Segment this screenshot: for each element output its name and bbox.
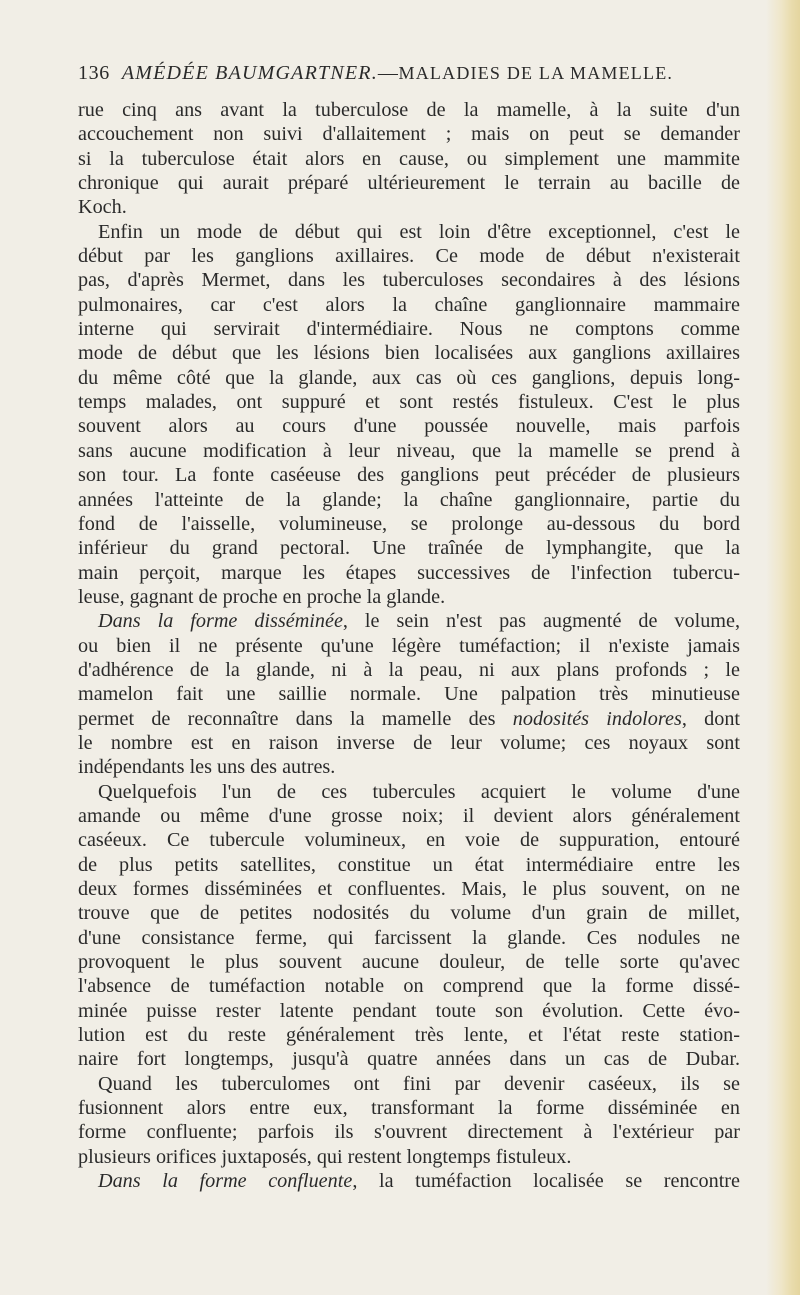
header-separator: —: [377, 62, 399, 84]
text-line: [78, 512, 740, 536]
text-line: [78, 439, 740, 463]
text-line: [78, 244, 740, 268]
text-span: deux formes disséminées et confluentes. Mais, le plus souvent, on ne: [78, 878, 740, 900]
text-line: [78, 488, 740, 512]
text-line: [78, 755, 740, 779]
text-span: pulmonaires, car c'est alors la chaîne ganglionnaire mammaire: [78, 293, 740, 316]
text-span: Koch.: [78, 196, 127, 219]
text-line: [78, 390, 740, 414]
text-span: accouchement non suivi d'allaitement ; mais on peut se demander: [78, 123, 740, 146]
text-span: temps malades, ont suppuré et sont restés fistuleux. C'est le plus: [78, 391, 740, 414]
text-line: [78, 658, 740, 682]
text-span: l'absence de tuméfaction notable on comprend que la forme dissé-: [78, 975, 740, 998]
text-span: son tour. La fonte caséeuse des ganglions peut précéder de plusieurs: [78, 464, 740, 487]
text-line: [78, 974, 740, 998]
text-line: [78, 999, 740, 1023]
text-line: [78, 585, 740, 609]
text-span: plusieurs orifices juxtaposés, qui restent longtemps fistuleux.: [78, 1145, 572, 1168]
text-span: souvent alors au cours d'une poussée nouvelle, mais parfois: [78, 415, 740, 438]
italic-text-span: Dans la forme disséminée: [98, 610, 343, 633]
text-span: forme confluente; parfois ils s'ouvrent directement à l'extérieur par: [78, 1121, 740, 1144]
text-line: [78, 341, 740, 365]
text-line: [78, 926, 740, 950]
text-line: [78, 828, 740, 852]
text-span: , dont: [681, 707, 741, 730]
text-span: rue cinq ans avant la tuberculose de la mamelle, à la suite d'un: [78, 99, 740, 121]
text-span: naire fort longtemps, jusqu'à quatre années dans un cas de Dubar.: [78, 1048, 740, 1071]
header-author: AMÉDÉE BAUMGARTNER.: [121, 62, 378, 84]
text-line: [78, 293, 740, 317]
text-line: [78, 1096, 740, 1120]
text-line: [78, 634, 740, 658]
text-span: sans aucune modification à leur niveau, que la mamelle se prend à: [78, 439, 740, 462]
text-span: le nombre est en raison inverse de leur volume; ces noyaux sont: [78, 731, 740, 754]
text-line: [78, 901, 740, 925]
text-span: de plus petits satellites, constitue un état intermédiaire entre les: [78, 853, 740, 876]
text-line: [78, 707, 740, 731]
text-span: , le sein n'est pas augmenté de volume,: [342, 610, 741, 633]
text-line: [78, 1145, 740, 1169]
text-line: [78, 804, 740, 828]
text-line: [78, 98, 740, 122]
text-span: interne qui servirait d'intermédiaire. Nous ne comptons comme: [78, 318, 740, 341]
text-line: [78, 682, 740, 706]
italic-text-span: nodosités indolores: [512, 707, 682, 730]
text-line: [78, 122, 740, 146]
text-line: [78, 220, 740, 244]
italic-text-span: Dans la forme confluente: [98, 1170, 353, 1193]
text-line: [78, 414, 740, 438]
header-title: MALADIES DE LA MAMELLE.: [398, 63, 674, 83]
text-span: Quand les tuberculomes ont fini par devenir caséeux, ils se: [98, 1072, 740, 1095]
text-span: Quelquefois l'un de ces tubercules acquiert le volume d'une: [98, 780, 740, 803]
text-span: chronique qui aurait préparé ultérieurement le terrain au bacille de: [78, 172, 740, 195]
text-line: [78, 268, 740, 292]
text-line: [78, 1169, 740, 1193]
text-span: minée puisse rester latente pendant toute son évolution. Cette évo-: [78, 999, 740, 1022]
text-span: fusionnent alors entre eux, transformant la forme disséminée en: [78, 1097, 740, 1120]
text-span: permet de reconnaître dans la mamelle des: [78, 707, 513, 730]
text-span: lution est du reste généralement très lente, et l'état reste station-: [78, 1024, 740, 1047]
text-span: trouve que de petites nodosités du volume d'un grain de millet,: [78, 902, 740, 925]
text-span: d'une consistance ferme, qui farcissent la glande. Ces nodules ne: [78, 926, 740, 949]
text-line: [78, 877, 740, 901]
text-span: années l'atteinte de la glande; la chaîne ganglionnaire, partie du: [78, 488, 740, 511]
text-span: si la tuberculose était alors en cause, ou simplement une mammite: [78, 147, 740, 170]
text-line: [78, 195, 740, 219]
text-span: , la tuméfaction localisée se rencontre: [352, 1170, 740, 1193]
page-number: 136: [78, 62, 110, 84]
text-span: du même côté que la glande, aux cas où ces ganglions, depuis long-: [78, 366, 740, 389]
text-line: [78, 950, 740, 974]
text-line: [78, 780, 740, 804]
text-line: [78, 171, 740, 195]
text-span: mode de début que les lésions bien localisées aux ganglions axillaires: [78, 342, 740, 365]
body-text: [78, 98, 740, 1193]
text-span: amande ou même d'une grosse noix; il devient alors généralement: [78, 804, 740, 827]
text-span: caséeux. Ce tubercule volumineux, en voie de suppuration, entouré: [78, 829, 740, 852]
text-span: provoquent le plus souvent aucune douleur, de telle sorte qu'avec: [78, 951, 740, 974]
text-line: [78, 1047, 740, 1071]
text-line: [78, 609, 740, 633]
text-line: [78, 463, 740, 487]
text-span: mamelon fait une saillie normale. Une palpation très minutieuse: [78, 683, 740, 706]
text-line: [78, 147, 740, 171]
text-line: [78, 853, 740, 877]
text-span: d'adhérence de la glande, ni à la peau, ni aux plans profonds ; le: [78, 658, 740, 681]
text-line: [78, 536, 740, 560]
text-span: inférieur du grand pectoral. Une traînée de lymphangite, que la: [78, 537, 740, 560]
text-span: fond de l'aisselle, volumineuse, se prolonge au-dessous du bord: [78, 512, 740, 535]
text-line: [78, 1120, 740, 1144]
page-edge-shading: [766, 0, 800, 1295]
text-line: [78, 1023, 740, 1047]
text-span: main perçoit, marque les étapes successives de l'infection tubercu-: [78, 561, 740, 584]
text-line: [78, 317, 740, 341]
running-header: [78, 62, 738, 85]
text-line: [78, 1072, 740, 1096]
text-span: indépendants les uns des autres.: [78, 756, 336, 779]
text-line: [78, 561, 740, 585]
text-span: Enfin un mode de début qui est loin d'être exceptionnel, c'est le: [98, 220, 740, 243]
text-line: [78, 731, 740, 755]
text-span: ou bien il ne présente qu'une légère tuméfaction; il n'existe jamais: [78, 634, 740, 657]
text-span: leuse, gagnant de proche en proche la glande.: [78, 585, 446, 608]
text-span: pas, d'après Mermet, dans les tuberculoses secondaires à des lésions: [78, 269, 740, 292]
text-line: [78, 366, 740, 390]
text-span: début par les ganglions axillaires. Ce mode de début n'existerait: [78, 245, 740, 268]
